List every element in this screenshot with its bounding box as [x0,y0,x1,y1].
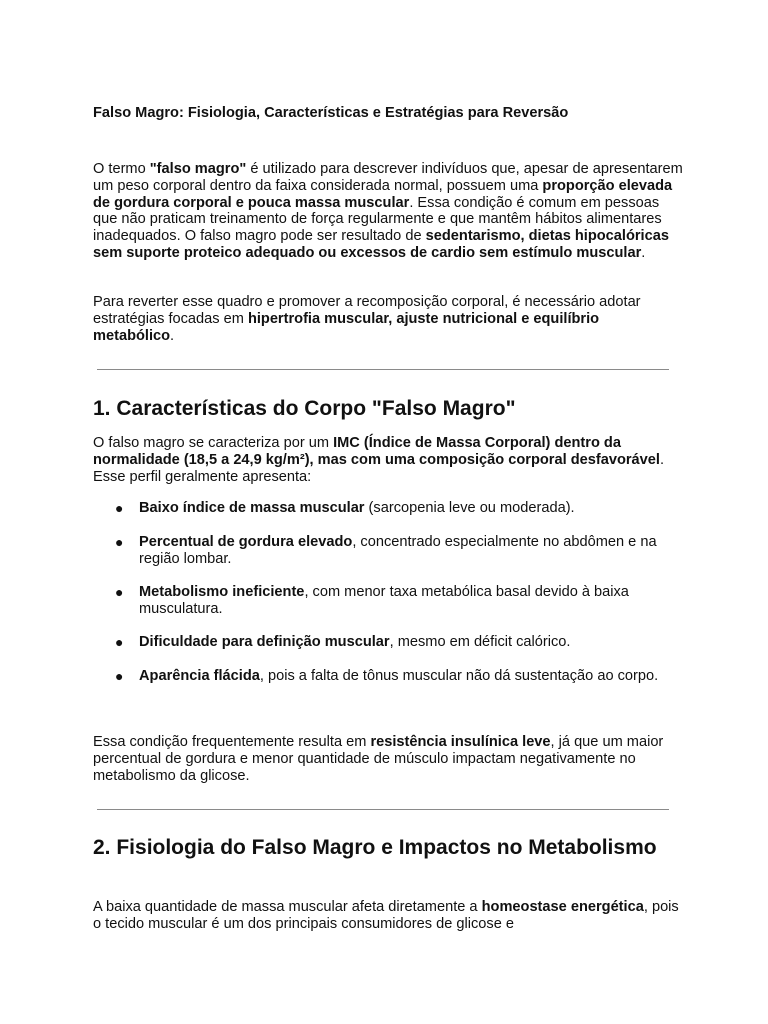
text-run: Para reverter esse quadro e promover a recomposição corporal, é necessário adotar estratégias focadas em [93,294,641,327]
text-run: O termo [93,161,150,177]
text-run: , já que um maior percentual de gordura e menor quantidade de músculo impactam negativamente no metabolismo da glicose. [93,734,664,784]
bullet-marker: ● [115,584,124,600]
section-1-heading: 1. Características do Corpo "Falso Magro" [93,397,516,420]
section-divider [97,809,669,810]
text-run: O falso magro se caracteriza por um [93,435,334,451]
section-2-paragraph-1 [93,899,683,933]
bold-run: Percentual de gordura elevado [139,534,353,550]
bullet-marker: ● [115,534,124,550]
bold-run: proporção elevada de gordura corporal e pouca massa muscular [93,177,673,211]
bullet-marker: ● [115,634,124,650]
text-run: , pois a falta de tônus muscular não dá sustentação ao corpo. [259,668,659,684]
section-1-paragraph-2 [93,734,683,784]
bullet-marker: ● [115,500,124,516]
bold-run: Baixo índice de massa muscular [139,500,365,516]
intro-paragraph-1 [93,161,683,262]
text-run: . [170,327,175,344]
text-run: é utilizado para descrever indivíduos que, apesar de apresentarem um peso corporal dentro da faixa considerada normal, possuem uma [93,161,683,194]
text-run: . Esse perfil geralmente apresenta: [93,451,665,485]
section-divider [97,369,669,370]
bold-run: Dificuldade para definição muscular [139,634,390,650]
text-run: (sarcopenia leve ou moderada). [364,500,575,516]
text-run: . Essa condição é comum em pessoas que não praticam treinamento de força regularmente e que mantêm hábitos alimentares inadequados. O falso magro pode ser resultado de [93,194,662,245]
intro-paragraph-2 [93,294,683,344]
list-item-text [139,634,679,651]
list-item-text [139,668,679,685]
bold-run: Metabolismo ineficiente [139,584,305,600]
text-run: A baixa quantidade de massa muscular afeta diretamente a [93,899,482,915]
text-run: , com menor taxa metabólica basal devido à baixa musculatura. [139,584,629,617]
bold-run: "falso magro" [149,161,247,177]
list-item-text [139,534,679,568]
text-run: . [641,244,646,261]
section-2-heading: 2. Fisiologia do Falso Magro e Impactos no Metabolismo [93,836,657,859]
list-item-text [139,500,679,517]
text-run: Essa condição frequentemente resulta em [93,734,371,750]
list-item-text [139,584,679,618]
bold-run: Aparência flácida [139,668,260,684]
section-1-paragraph-1 [93,435,683,485]
document-title: Falso Magro: Fisiologia, Características e Estratégias para Reversão [93,105,569,121]
bold-run: hipertrofia muscular, ajuste nutricional e equilíbrio metabólico [93,310,600,344]
bold-run: resistência insulínica leve [370,734,551,750]
bullet-marker: ● [115,668,124,684]
bold-run: sedentarismo, dietas hipocalóricas sem suporte proteico adequado ou excessos de cardio sem estímulo muscular [93,228,669,261]
bold-run: IMC (Índice de Massa Corporal) dentro da normalidade (18,5 a 24,9 kg/m²), mas com uma composição corporal desfavorável [93,435,660,468]
bold-run: homeostase energética [481,899,644,915]
text-run: , mesmo em déficit calórico. [389,634,571,650]
text-run: , pois o tecido muscular é um dos principais consumidores de glicose e [93,899,679,932]
text-run: , concentrado especialmente no abdômen e na região lombar. [139,534,657,567]
